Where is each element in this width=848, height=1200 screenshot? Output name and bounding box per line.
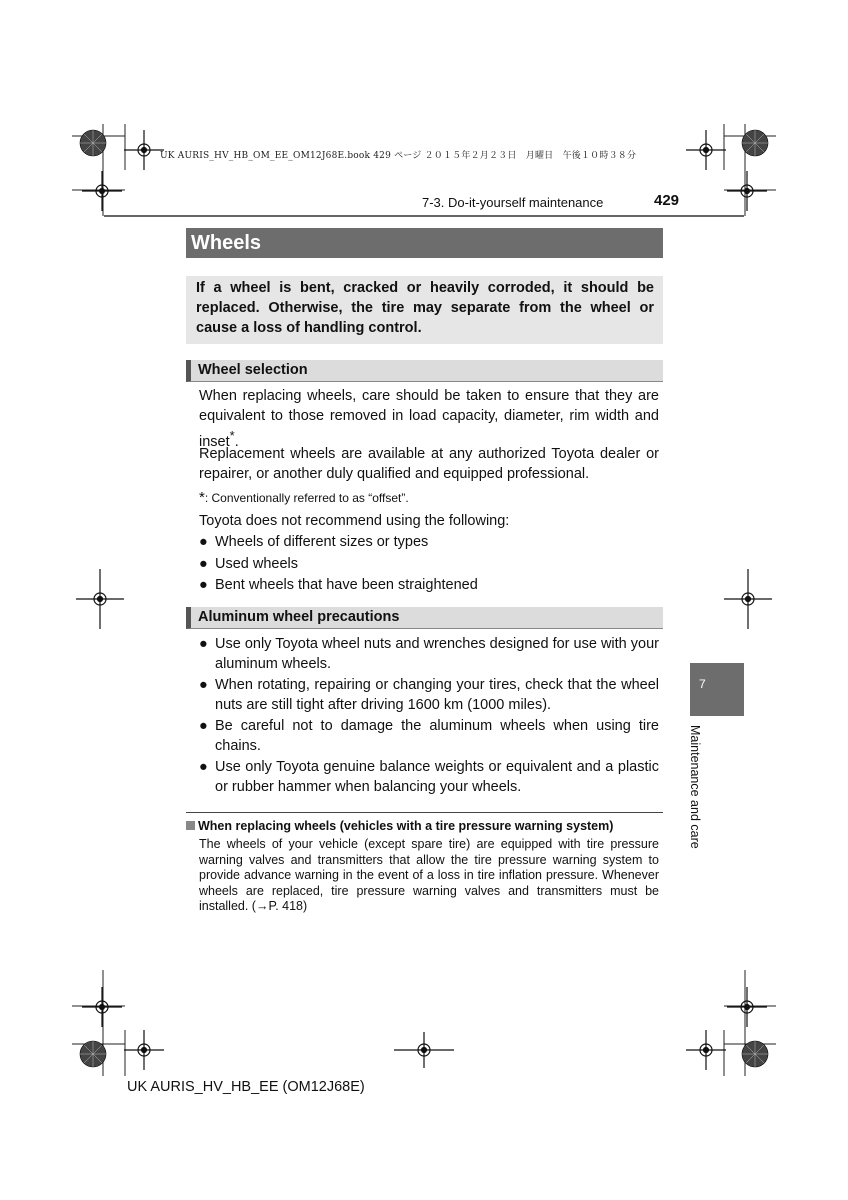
footnote	[199, 488, 659, 509]
list-item	[199, 717, 659, 756]
print-info-line: UK AURIS_HV_HB_OM_EE_OM12J68E.book 429 ページ ２０１５年２月２３日 月曜日 午後１０時３８分	[160, 151, 637, 161]
note-heading-text: When replacing wheels (vehicles with a tire pressure warning system)	[198, 819, 614, 833]
wheel-selection-heading-bar	[186, 360, 663, 382]
footnote-asterisk: *	[199, 489, 205, 506]
note-divider	[186, 812, 663, 813]
list-item	[199, 555, 659, 575]
warning-box	[186, 276, 663, 344]
list-item	[199, 676, 659, 715]
bullet-icon: ●	[199, 759, 208, 775]
note-body-text: The wheels of your vehicle (except spare tire) are equipped with tire pressure warning valves and transmitters that allow the tire pressure warning system to provide advance warning in the event of a loss in tire inflation pressure. Whenever wheels are replaced, tire pressure warning valves and transmitters must be installed. (	[199, 837, 659, 913]
warning-text: If a wheel is bent, cracked or heavily corroded, it should be replaced. Otherwise, the tire may separate from the wheel or cause a loss of handling control.	[196, 280, 654, 336]
wheel-selection-para1	[199, 387, 659, 452]
aluminum-heading: Aluminum wheel precautions	[198, 609, 400, 625]
aluminum-heading-bar	[186, 607, 663, 629]
title-bar	[186, 228, 663, 258]
header-rule	[104, 215, 744, 217]
chapter-number: 7	[699, 677, 706, 691]
list-item-text: Used wheels	[215, 555, 299, 572]
list-item-text: Use only Toyota wheel nuts and wrenches designed for use with your aluminum wheels.	[215, 636, 659, 672]
list-item	[199, 635, 659, 674]
asterisk: *	[229, 428, 235, 443]
para1-text: When replacing wheels, care should be taken to ensure that they are equivalent to those removed in load capacity, diameter, rim width and inset	[199, 388, 659, 450]
bullet-icon: ●	[199, 636, 208, 652]
list-item	[199, 533, 659, 553]
bullet-icon: ●	[199, 718, 208, 734]
not-recommended-list	[199, 533, 659, 596]
list-item-text: Bent wheels that have been straightened	[215, 577, 478, 593]
list-item-text: When rotating, repairing or changing your tires, check that the wheel nuts are still tight after driving 1600 km (1000 miles).	[215, 677, 659, 713]
chapter-tab	[690, 663, 744, 716]
note-heading	[186, 819, 613, 833]
square-bullet-icon	[186, 821, 195, 830]
list-item	[199, 576, 659, 596]
bullet-icon: ●	[199, 534, 208, 550]
page-reference-link[interactable]: P. 418)	[268, 899, 308, 913]
note-body	[199, 837, 659, 915]
not-recommend-intro: Toyota does not recommend using the following:	[199, 513, 510, 529]
aluminum-precautions-list	[199, 635, 659, 797]
list-item-text: Use only Toyota genuine balance weights or equivalent and a plastic or rubber hammer when balancing your wheels.	[215, 759, 659, 795]
footer-model-code: UK AURIS_HV_HB_EE (OM12J68E)	[127, 1079, 365, 1095]
page-number: 429	[654, 192, 680, 209]
page-title: Wheels	[191, 232, 262, 254]
list-item-text: Be careful not to damage the aluminum wheels when using tire chains.	[215, 718, 659, 754]
chapter-label: Maintenance and care	[688, 725, 702, 849]
bullet-icon: ●	[199, 577, 208, 593]
wheel-selection-heading: Wheel selection	[198, 362, 308, 378]
footnote-text: : Conventionally referred to as “offset”.	[204, 491, 409, 505]
section-header: 7-3. Do-it-yourself maintenance	[422, 195, 604, 210]
list-item-text: Wheels of different sizes or types	[215, 534, 429, 550]
bullet-icon: ●	[199, 555, 208, 572]
bullet-icon: ●	[199, 677, 208, 693]
para1-end: .	[234, 433, 239, 450]
arrow-icon: →	[255, 899, 269, 913]
wheel-selection-para2: Replacement wheels are available at any authorized Toyota dealer or repairer, or another duly qualified and equipped professional.	[199, 446, 659, 482]
list-item	[199, 758, 659, 797]
